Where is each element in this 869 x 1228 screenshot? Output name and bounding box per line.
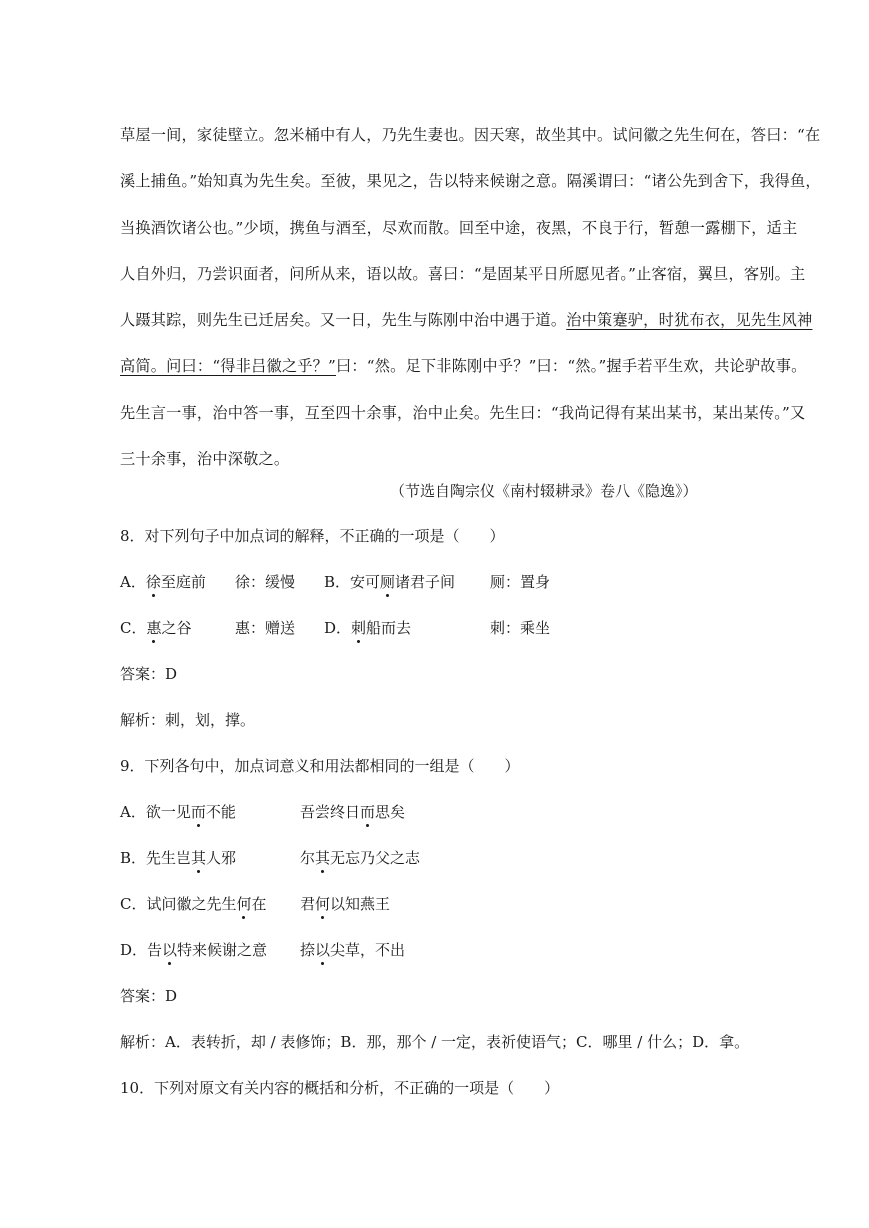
q8-option-a-gloss: 徐：缓慢 xyxy=(235,573,296,591)
q8-answer: 答案：D xyxy=(120,665,178,683)
passage-text: 曰：“然。足下非陈刚中乎？”曰：“然。”握手若平生欢，共论驴故事。 xyxy=(335,357,807,376)
dotted-word: 何 xyxy=(236,895,252,913)
passage-line: 人自外归，乃尝识面者，问所从来，语以故。喜曰：“是固某平日所愿见者。”止客宿，翼旦，客别。主 xyxy=(120,264,806,283)
dotted-word: 其 xyxy=(191,849,207,867)
q8-analysis: 解析：刺，划，撑。 xyxy=(120,711,256,729)
q8-stem: 8．对下列句子中加点词的解释，不正确的一项是（ ） xyxy=(120,527,505,545)
underlined-sentence: 治中策蹇驴，时犹布衣，见先生风神 xyxy=(566,311,813,330)
passage-line xyxy=(120,297,813,343)
q9-option-c-sentence2: 君何以知燕王 xyxy=(300,895,391,913)
q9-stem: 9．下列各句中，加点词意义和用法都相同的一组是（ ） xyxy=(120,757,520,775)
dotted-word: 以 xyxy=(162,941,178,959)
passage-line: 先生言一事，治中答一事，互至四十余事，治中止矣。先生曰：“我尚记得有某出某书，某出某传。”又 xyxy=(120,403,806,422)
passage-line: 草屋一间，家徒壁立。忽米桶中有人，乃先生妻也。因天寒，故坐其中。试问徽之先生何在，答曰：“在 xyxy=(120,126,821,144)
source-citation: （节选自陶宗仪《南村辍耕录》卷八《隐逸》） xyxy=(390,482,698,500)
dotted-word: 何 xyxy=(315,895,331,913)
q9-option-d-sentence2: 捺以尖草，不出 xyxy=(300,941,406,959)
q9-option-d-sentence1: D．告以特来候谢之意 xyxy=(120,941,268,959)
q9-option-b xyxy=(120,847,520,868)
q8-option-d: D．刺船而去 xyxy=(324,619,412,637)
q9-analysis: 解析：A．表转折，却 / 表修饰；B．那，那个 / 一定，表祈使语气；C．哪里 / 什么；D．拿。 xyxy=(120,1033,750,1051)
q9-answer: 答案：D xyxy=(120,987,178,1005)
q9-option-b-sentence2: 尔其无忘乃父之志 xyxy=(300,849,421,867)
dotted-word: 惠 xyxy=(146,619,162,637)
passage-line xyxy=(120,343,807,389)
q9-option-c-sentence1: C．试问徽之先生何在 xyxy=(120,895,267,913)
q8-option-d-gloss: 刺：乘坐 xyxy=(490,619,551,637)
dotted-word: 而 xyxy=(190,803,206,821)
q8-option-a: A．徐至庭前 xyxy=(120,573,206,591)
q8-option-c-gloss: 惠：赠送 xyxy=(235,619,296,637)
dotted-word: 其 xyxy=(315,849,331,867)
dotted-word: 厕 xyxy=(380,573,396,591)
passage-line: 当换酒饮诸公也。”少顷，携鱼与酒至，尽欢而散。回至中途，夜黑，不良于行，暂憩一露棚下，适主 xyxy=(120,218,798,237)
passage-paragraph xyxy=(120,112,821,482)
q8-options-ab xyxy=(120,571,620,592)
q10-stem: 10．下列对原文有关内容的概括和分析，不正确的一项是（ ） xyxy=(120,1079,560,1097)
passage-text: 人蹑其踪，则先生已迁居矣。又一日，先生与陈刚中治中遇于道。 xyxy=(120,311,567,330)
dotted-word: 徐 xyxy=(145,573,161,591)
q9-option-b-sentence1: B．先生岂其人邪 xyxy=(120,849,237,867)
q8-option-c: C．惠之谷 xyxy=(120,619,192,637)
dotted-word: 以 xyxy=(315,941,331,959)
q9-option-a xyxy=(120,801,520,822)
dotted-word: 而 xyxy=(360,803,376,821)
q8-option-b-gloss: 厕：置身 xyxy=(490,573,551,591)
q9-option-d xyxy=(120,939,520,960)
q9-option-a-sentence1: A．欲一见而不能 xyxy=(120,803,236,821)
q9-option-a-sentence2: 吾尝终日而思矣 xyxy=(300,803,406,821)
dotted-word: 刺 xyxy=(351,619,367,637)
passage-line: 三十余事，治中深敬之。 xyxy=(120,450,290,469)
underlined-sentence: 高简。问曰：“得非吕徽之乎？” xyxy=(120,357,336,376)
q8-option-b: B．安可厕诸君子间 xyxy=(324,573,456,591)
passage-line: 溪上捕鱼。”始知真为先生矣。至彼，果见之，告以特来候谢之意。隔溪谓曰：“诸公先到舍下，我得鱼， xyxy=(120,172,821,191)
q9-option-c xyxy=(120,893,520,914)
q8-options-cd xyxy=(120,617,620,638)
